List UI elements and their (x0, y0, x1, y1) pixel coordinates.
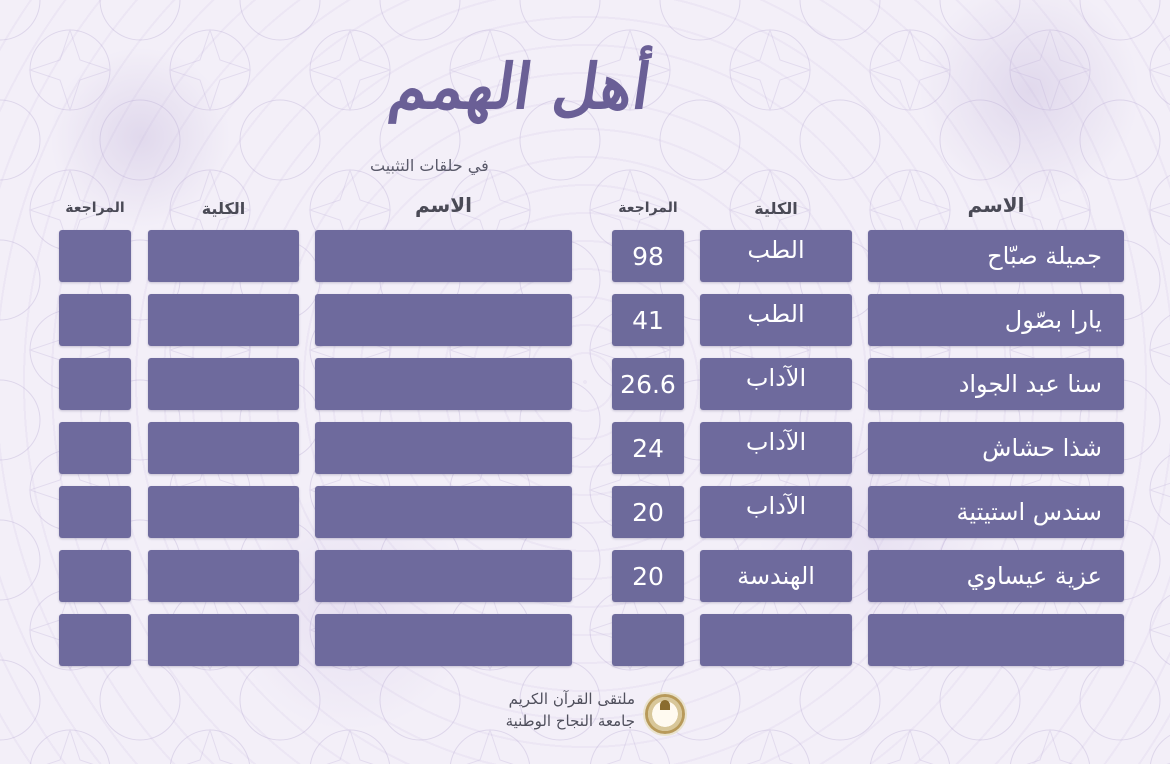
right-row-2-faculty: الطب (700, 294, 852, 346)
left-row-5-score (59, 486, 131, 538)
right-row-2-score: 41 (612, 294, 684, 346)
right-header-score: المراجعة (618, 200, 678, 216)
left-row-2-score (59, 294, 131, 346)
left-row-6-score (59, 550, 131, 602)
right-header-name: الاسم (967, 193, 1025, 217)
page-title: أهل الهمم (384, 50, 656, 123)
right-row-3-score: 26.6 (612, 358, 684, 410)
right-row-6-name: عزية عيساوي (868, 550, 1124, 602)
footer (455, 686, 685, 746)
right-row-7-name (868, 614, 1124, 666)
left-row-1-score (59, 230, 131, 282)
footer-line-1: ملتقى القرآن الكريم (508, 690, 635, 708)
right-header-faculty: الكلية (754, 199, 798, 218)
left-row-4-score (59, 422, 131, 474)
left-row-6-faculty (148, 550, 299, 602)
left-header-faculty: الكلية (201, 199, 246, 218)
right-row-2-name: يارا بصّول (868, 294, 1124, 346)
left-header-score: المراجعة (65, 200, 125, 216)
left-row-3-score (59, 358, 131, 410)
dome-icon (660, 700, 670, 710)
left-row-7-faculty (148, 614, 299, 666)
left-row-1-faculty (148, 230, 299, 282)
right-row-3-faculty: الآداب (700, 358, 852, 410)
left-row-3-name (315, 358, 572, 410)
left-row-7-name (315, 614, 572, 666)
left-row-2-name (315, 294, 572, 346)
left-row-5-name (315, 486, 572, 538)
left-row-4-faculty (148, 422, 299, 474)
right-row-6-score: 20 (612, 550, 684, 602)
right-row-6-faculty: الهندسة (700, 550, 852, 602)
right-row-3-name: سنا عبد الجواد (868, 358, 1124, 410)
right-row-1-score: 98 (612, 230, 684, 282)
right-row-5-name: سندس استيتية (868, 486, 1124, 538)
right-row-1-name: جميلة صبّاح (868, 230, 1124, 282)
left-row-6-name (315, 550, 572, 602)
right-row-5-score: 20 (612, 486, 684, 538)
header (360, 40, 690, 180)
left-header-name: الاسم (414, 193, 473, 217)
right-row-4-score: 24 (612, 422, 684, 474)
right-row-7-faculty (700, 614, 852, 666)
left-row-5-faculty (148, 486, 299, 538)
right-row-7-score (612, 614, 684, 666)
right-row-1-faculty: الطب (700, 230, 852, 282)
left-row-3-faculty (148, 358, 299, 410)
right-row-5-faculty: الآداب (700, 486, 852, 538)
right-row-4-name: شذا حشاش (868, 422, 1124, 474)
footer-line-2: جامعة النجاح الوطنية (505, 712, 635, 730)
left-row-2-faculty (148, 294, 299, 346)
left-row-1-name (315, 230, 572, 282)
right-row-4-faculty: الآداب (700, 422, 852, 474)
left-row-7-score (59, 614, 131, 666)
left-row-4-name (315, 422, 572, 474)
mosque-seal-icon (645, 694, 685, 734)
page-subtitle: في حلقات التثبيت (370, 156, 489, 175)
